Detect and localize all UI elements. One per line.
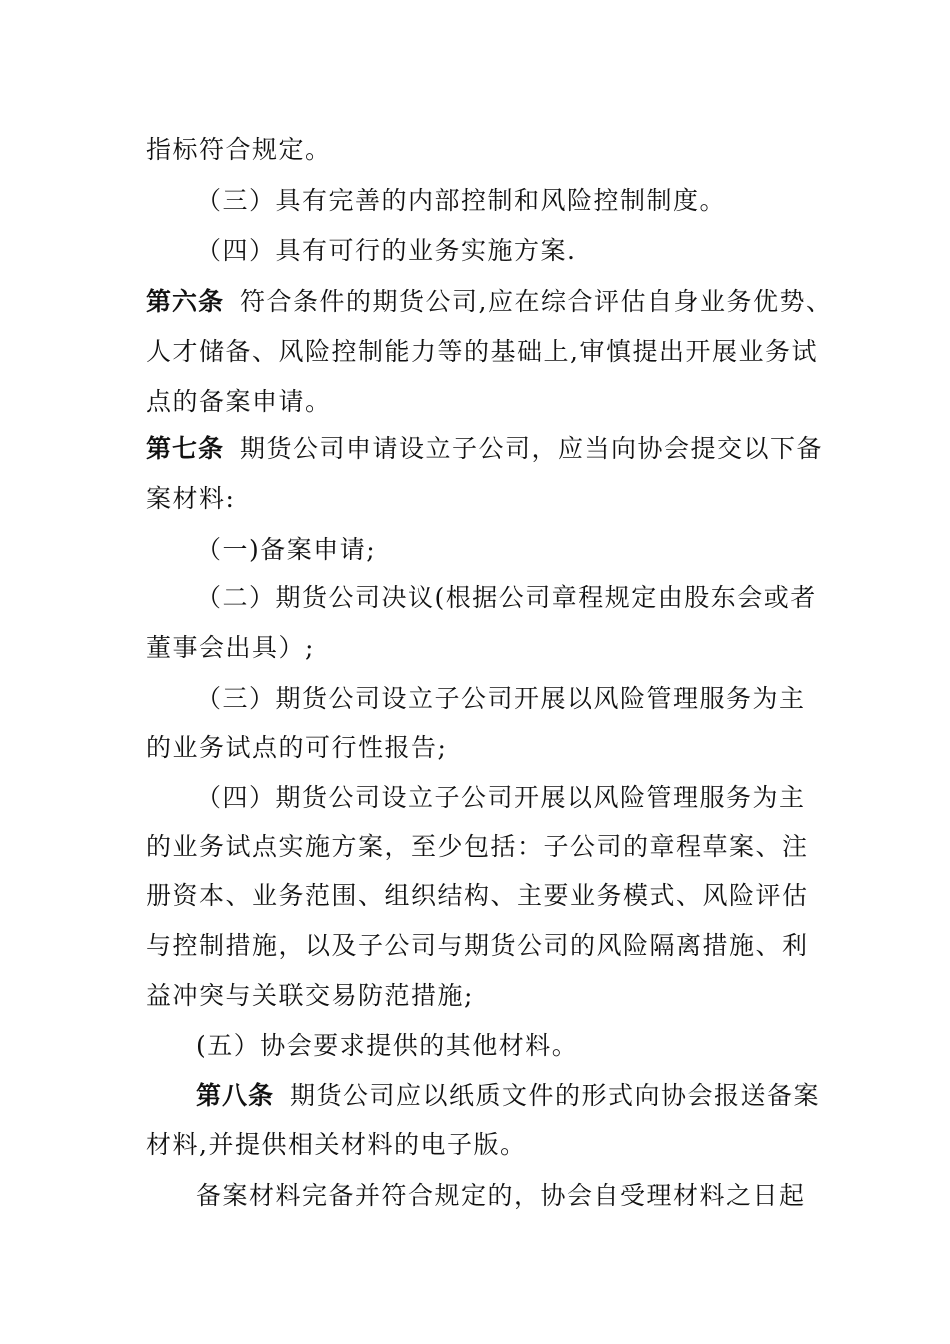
article-heading-line: 第八条 期货公司应以纸质文件的形式向协会报送备案 — [196, 1081, 821, 1110]
article-heading-line: 第七条 期货公司申请设立子公司，应当向协会提交以下备 — [146, 434, 824, 463]
text-line: 益冲突与关联交易防范措施; — [146, 981, 474, 1010]
article-number: 第六条 — [146, 287, 225, 316]
text-line: (五）协会要求提供的其他材料。 — [196, 1031, 579, 1060]
text-line: （一)备案申请; — [196, 535, 377, 564]
text-line: （四）期货公司设立子公司开展以风险管理服务为主 — [196, 783, 806, 812]
text-line: 案材料: — [146, 484, 236, 513]
text-line: （三）具有完善的内部控制和风险控制制度。 — [196, 186, 727, 215]
text-line: 的业务试点实施方案，至少包括：子公司的章程草案、注 — [146, 832, 809, 861]
text-line: （二）期货公司决议(根据公司章程规定由股东会或者 — [196, 583, 817, 612]
article-heading-line: 第六条 符合条件的期货公司,应在综合评估自身业务优势、 — [146, 287, 833, 316]
text-line: （四）具有可行的业务实施方案. — [196, 236, 577, 265]
text-line: 点的备案申请。 — [146, 387, 332, 416]
text-line: 指标符合规定。 — [146, 135, 332, 164]
text-line: 备案材料完备并符合规定的，协会自受理材料之日起 — [196, 1181, 806, 1210]
text-line: 董事会出具）; — [146, 633, 315, 662]
text-line: 与控制措施，以及子公司与期货公司的风险隔离措施、利 — [146, 931, 809, 960]
article-number: 第七条 — [146, 434, 225, 463]
text-line: （三）期货公司设立子公司开展以风险管理服务为主 — [196, 684, 806, 713]
text-line: 的业务试点的可行性报告; — [146, 733, 448, 762]
article-number: 第八条 — [196, 1081, 275, 1110]
text-line: 册资本、业务范围、组织结构、主要业务模式、风险评估 — [146, 881, 809, 910]
text-line: 材料,并提供相关材料的电子版。 — [146, 1130, 527, 1159]
text-line: 人才储备、风险控制能力等的基础上,审慎提出开展业务试 — [146, 337, 818, 366]
